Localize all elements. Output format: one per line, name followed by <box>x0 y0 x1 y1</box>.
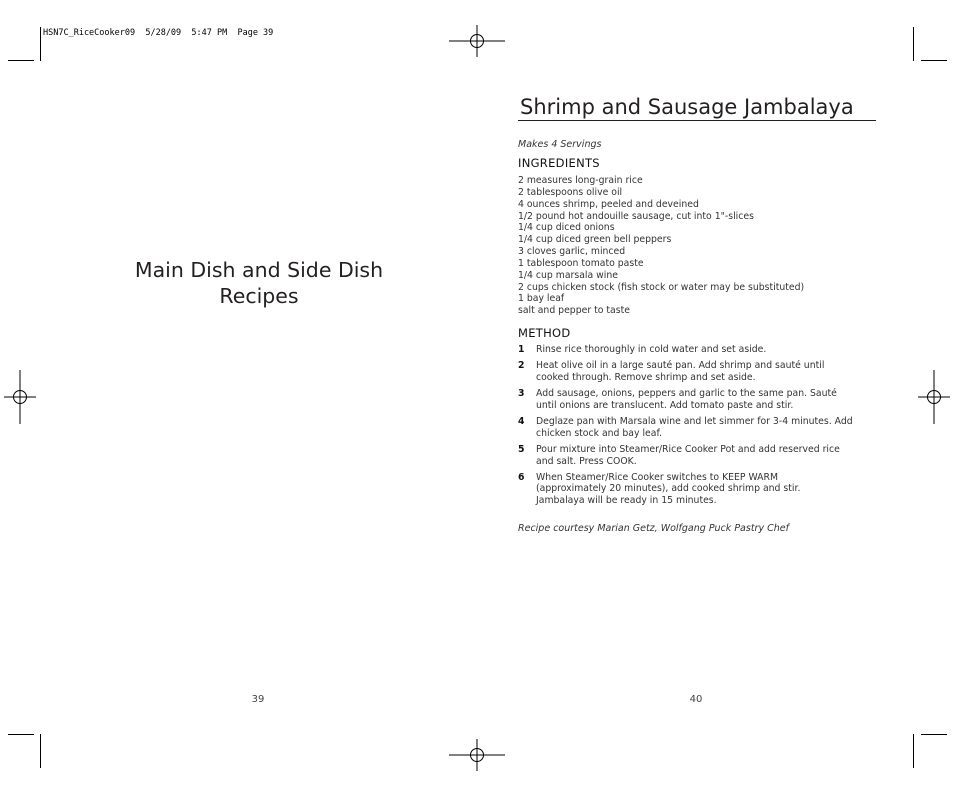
printer-slug: HSN7C_RiceCooker09 5/28/09 5:47 PM Page 39 <box>43 28 274 38</box>
ingredient-item: 1/4 cup marsala wine <box>518 269 618 281</box>
step-text: (approximately 20 minutes), add cooked shrimp and stir. <box>536 483 801 495</box>
step-text: Rinse rice thoroughly in cold water and set aside. <box>536 344 767 355</box>
step-number: 3 <box>518 387 525 399</box>
step-text: and salt. Press COOK. <box>536 455 637 467</box>
method-heading: METHOD <box>518 326 571 340</box>
registration-mark-bottom <box>449 739 505 771</box>
step-text: When Steamer/Rice Cooker switches to KEEP WARM <box>536 471 779 483</box>
step-number: 4 <box>518 415 525 427</box>
ingredients-heading: INGREDIENTS <box>518 156 600 170</box>
step-text: cooked through. Remove shrimp and set aside. <box>536 371 756 383</box>
registration-mark-top <box>449 25 505 57</box>
step-text: Add sausage, onions, peppers and garlic to the same pan. Sauté <box>536 387 837 399</box>
ingredient-item: 4 ounces shrimp, peeled and deveined <box>518 198 699 210</box>
ingredient-item: 2 cups chicken stock (fish stock or water may be substituted) <box>518 281 805 293</box>
ingredients-list <box>518 175 804 317</box>
page-number-left: 39 <box>251 694 265 705</box>
section-title <box>100 257 418 309</box>
step-text: Heat olive oil in a large sauté pan. Add shrimp and sauté until <box>536 360 825 372</box>
ingredient-item: salt and pepper to taste <box>518 305 630 317</box>
servings: Makes 4 Servings <box>518 139 602 150</box>
method-step <box>518 444 878 468</box>
section-title-line-1: Main Dish and Side Dish <box>134 258 384 282</box>
registration-mark-left <box>4 370 36 424</box>
step-text: chicken stock and bay leaf. <box>536 427 662 439</box>
method-step <box>518 388 878 412</box>
registration-mark-right <box>918 370 950 424</box>
step-text: Deglaze pan with Marsala wine and let simmer for 3-4 minutes. Add <box>536 415 853 427</box>
recipe-credit: Recipe courtesy Marian Getz, Wolfgang Puck Pastry Chef <box>518 523 789 534</box>
method-step <box>518 360 878 384</box>
step-number: 5 <box>518 443 525 455</box>
step-number: 1 <box>518 344 525 355</box>
step-number: 2 <box>518 360 525 372</box>
section-title-line-2: Recipes <box>219 284 299 308</box>
method-step <box>518 416 878 440</box>
ingredient-item: 1 tablespoon tomato paste <box>518 257 644 269</box>
method-steps <box>518 344 878 511</box>
method-step <box>518 344 878 356</box>
ingredient-item: 1/4 cup diced onions <box>518 222 615 234</box>
ingredient-item: 2 tablespoons olive oil <box>518 186 623 198</box>
recipe-title: Shrimp and Sausage Jambalaya <box>518 94 876 121</box>
ingredient-item: 2 measures long-grain rice <box>518 175 643 186</box>
page-number-right: 40 <box>689 694 703 705</box>
ingredient-item: 1 bay leaf <box>518 293 565 305</box>
ingredient-item: 1/4 cup diced green bell peppers <box>518 234 672 246</box>
step-text: until onions are translucent. Add tomato paste and stir. <box>536 399 794 411</box>
method-step <box>518 472 878 508</box>
ingredient-item: 1/2 pound hot andouille sausage, cut into 1"-slices <box>518 210 754 222</box>
step-number: 6 <box>518 471 525 483</box>
step-text: Pour mixture into Steamer/Rice Cooker Pot and add reserved rice <box>536 443 840 455</box>
step-text: Jambalaya will be ready in 15 minutes. <box>536 495 717 507</box>
ingredient-item: 3 cloves garlic, minced <box>518 246 626 258</box>
